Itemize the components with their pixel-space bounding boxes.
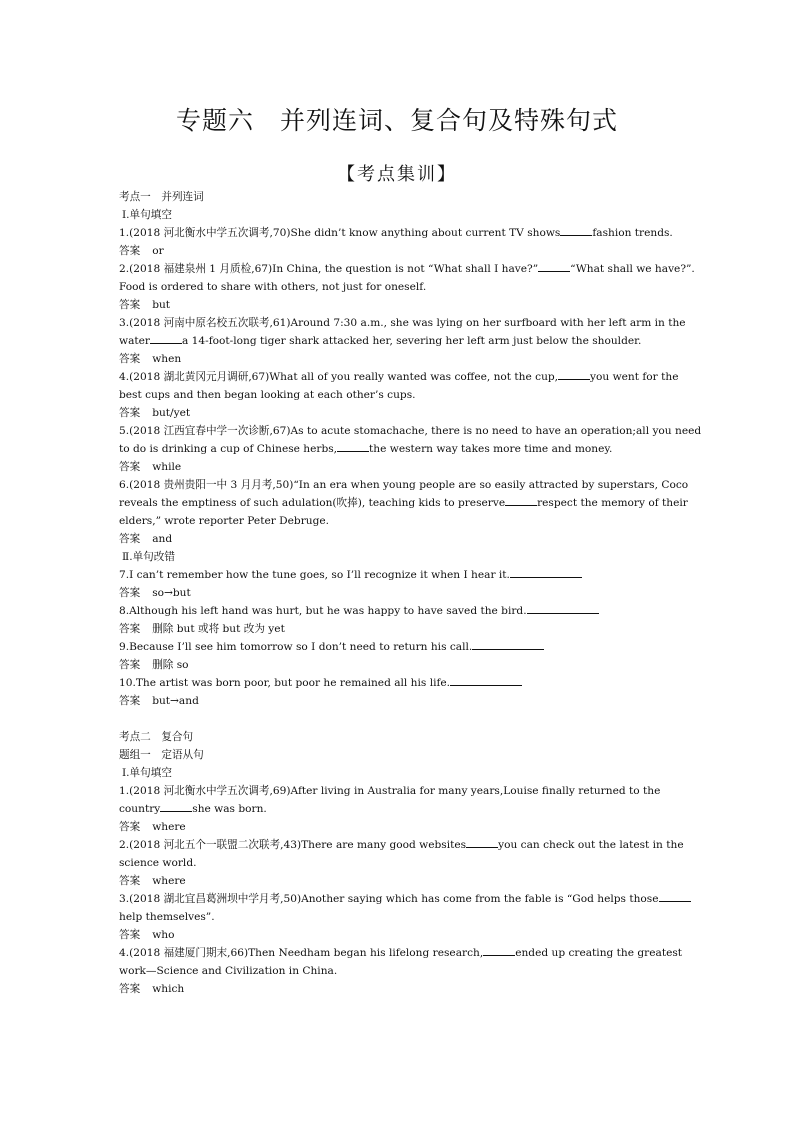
part-heading: Ⅰ.单句填空 [122, 209, 172, 221]
answer-text: when [152, 353, 182, 365]
answer-label: 答案 [119, 821, 141, 833]
question-line [119, 800, 674, 818]
question-text: 2.(2018 河北五个一联盟二次联考,43)There are many good websites [119, 839, 467, 851]
question-text: reveals the emptiness of such adulation(吹捧), teaching kids to preserve [119, 497, 506, 509]
question-line [119, 368, 679, 386]
answer-line [119, 980, 674, 998]
answer-label: 答案 [119, 659, 141, 671]
page-subtitle: 【考点集训】 [337, 164, 457, 185]
question-line [119, 332, 674, 350]
answer-blank [659, 890, 691, 902]
question-text: to do is drinking a cup of Chinese herbs, [119, 443, 338, 455]
question-text: a 14-foot-long tiger shark attacked her, severing her left arm just below the shoulder. [181, 335, 642, 347]
question-text: 3.(2018 湖北宜昌葛洲坝中学月考,50)Another saying which has come from the fable is “God helps those [119, 893, 659, 905]
question-text: you went for the [590, 371, 679, 383]
section-heading: 考点二 复合句 [119, 731, 194, 743]
question-text: country [119, 803, 161, 815]
answer-text: where [152, 821, 186, 833]
question-line [119, 890, 674, 908]
question-line [119, 638, 674, 656]
question-text: she was born. [192, 803, 267, 815]
question-text: 8.Although his left hand was hurt, but he was happy to have saved the bird. [119, 605, 527, 617]
answer-blank [505, 494, 537, 506]
answer-line [119, 584, 674, 602]
answer-text: 删除 so [152, 659, 189, 671]
answer-blank [450, 674, 522, 686]
answer-line [119, 242, 674, 260]
answer-text: and [152, 533, 173, 545]
question-line: work—Science and Civilization in China. [119, 965, 338, 977]
part-heading: Ⅰ.单句填空 [122, 767, 172, 779]
answer-line [119, 350, 674, 368]
answer-text: which [152, 983, 185, 995]
section-heading: 考点一 并列连词 [119, 191, 204, 203]
answer-blank [527, 602, 599, 614]
question-line [119, 440, 674, 458]
answer-line [119, 926, 674, 944]
question-line [119, 260, 695, 278]
answer-label: 答案 [119, 407, 141, 419]
answer-blank [472, 638, 544, 650]
answer-text: but [152, 299, 171, 311]
question-line [119, 674, 674, 692]
answer-label: 答案 [119, 299, 141, 311]
question-line: 5.(2018 江西宜春中学一次诊断,67)As to acute stomachache, there is no need to have an operation;all you need [119, 425, 702, 437]
question-text: 10.The artist was born poor, but poor he remained all his life. [119, 677, 451, 689]
answer-text: or [152, 245, 164, 257]
question-text: fashion trends. [592, 227, 673, 239]
answer-line [119, 656, 674, 674]
question-text: “What shall we have?”. [570, 263, 695, 275]
question-text: 2.(2018 福建泉州 1 月质检,67)In China, the question is not “What shall I have?” [119, 263, 539, 275]
question-text: 1.(2018 河北衡水中学五次调考,70)She didn’t know anything about current TV shows [119, 227, 561, 239]
group-heading: 题组一 定语从句 [119, 749, 204, 761]
question-line: help themselves”. [119, 911, 215, 923]
answer-line [119, 692, 674, 710]
question-text: you can check out the latest in the [498, 839, 684, 851]
answer-blank [510, 566, 582, 578]
answer-label: 答案 [119, 533, 141, 545]
question-text: 7.I can’t remember how the tune goes, so I’ll recognize it when I hear it. [119, 569, 510, 581]
answer-blank [337, 440, 369, 452]
question-line [119, 944, 683, 962]
spacer [119, 710, 674, 728]
question-line: 3.(2018 河南中原名校五次联考,61)Around 7:30 a.m., she was lying on her surfboard with her left arm in the [119, 317, 686, 329]
answer-text: but→and [152, 695, 199, 707]
question-line: science world. [119, 857, 197, 869]
answer-line [119, 530, 674, 548]
answer-text: while [152, 461, 182, 473]
question-text: ended up creating the greatest [515, 947, 683, 959]
question-line: Food is ordered to share with others, not just for oneself. [119, 281, 427, 293]
answer-blank [558, 368, 590, 380]
answer-blank [560, 224, 592, 236]
question-text: 9.Because I’ll see him tomorrow so I don’t need to return his call. [119, 641, 473, 653]
question-text: respect the memory of their [537, 497, 688, 509]
question-line: elders,” wrote reporter Peter Debruge. [119, 515, 330, 527]
answer-label: 答案 [119, 623, 141, 635]
question-line [119, 602, 674, 620]
answer-blank [538, 260, 570, 272]
answer-line [119, 458, 674, 476]
part-heading: Ⅱ.单句改错 [122, 551, 175, 563]
question-text: 4.(2018 湖北黄冈元月调研,67)What all of you really wanted was coffee, not the cup, [119, 371, 559, 383]
answer-line [119, 620, 674, 638]
answer-line [119, 296, 674, 314]
answer-label: 答案 [119, 245, 141, 257]
answer-line [119, 818, 674, 836]
answer-label: 答案 [119, 587, 141, 599]
answer-label: 答案 [119, 983, 141, 995]
answer-line [119, 872, 674, 890]
answer-text: 删除 but 或将 but 改为 yet [152, 623, 285, 635]
answer-blank [483, 944, 515, 956]
answer-label: 答案 [119, 875, 141, 887]
question-line [119, 836, 684, 854]
answer-blank [466, 836, 498, 848]
answer-label: 答案 [119, 461, 141, 473]
question-text: water [119, 335, 150, 347]
question-line [119, 494, 688, 512]
question-line: 1.(2018 河北衡水中学五次调考,69)After living in Australia for many years,Louise finally returned to the [119, 785, 661, 797]
document-body [119, 188, 702, 998]
answer-text: but/yet [152, 407, 191, 419]
answer-label: 答案 [119, 695, 141, 707]
question-text: the western way takes more time and money. [369, 443, 613, 455]
answer-label: 答案 [119, 929, 141, 941]
page-title: 专题六 并列连词、复合句及特殊句式 [175, 106, 618, 135]
answer-blank [150, 332, 182, 344]
answer-text: who [152, 929, 175, 941]
question-line: 6.(2018 贵州贵阳一中 3 月月考,50)“In an era when young people are so easily attracted by superstars, Coco [119, 479, 689, 491]
question-text: 4.(2018 福建厦门期末,66)Then Needham began his lifelong research, [119, 947, 484, 959]
answer-text: where [152, 875, 186, 887]
question-line [119, 566, 674, 584]
answer-text: so→but [152, 587, 191, 599]
answer-blank [160, 800, 192, 812]
question-line: best cups and then began looking at each other’s cups. [119, 389, 416, 401]
question-line [119, 224, 674, 242]
answer-line [119, 404, 674, 422]
answer-label: 答案 [119, 353, 141, 365]
